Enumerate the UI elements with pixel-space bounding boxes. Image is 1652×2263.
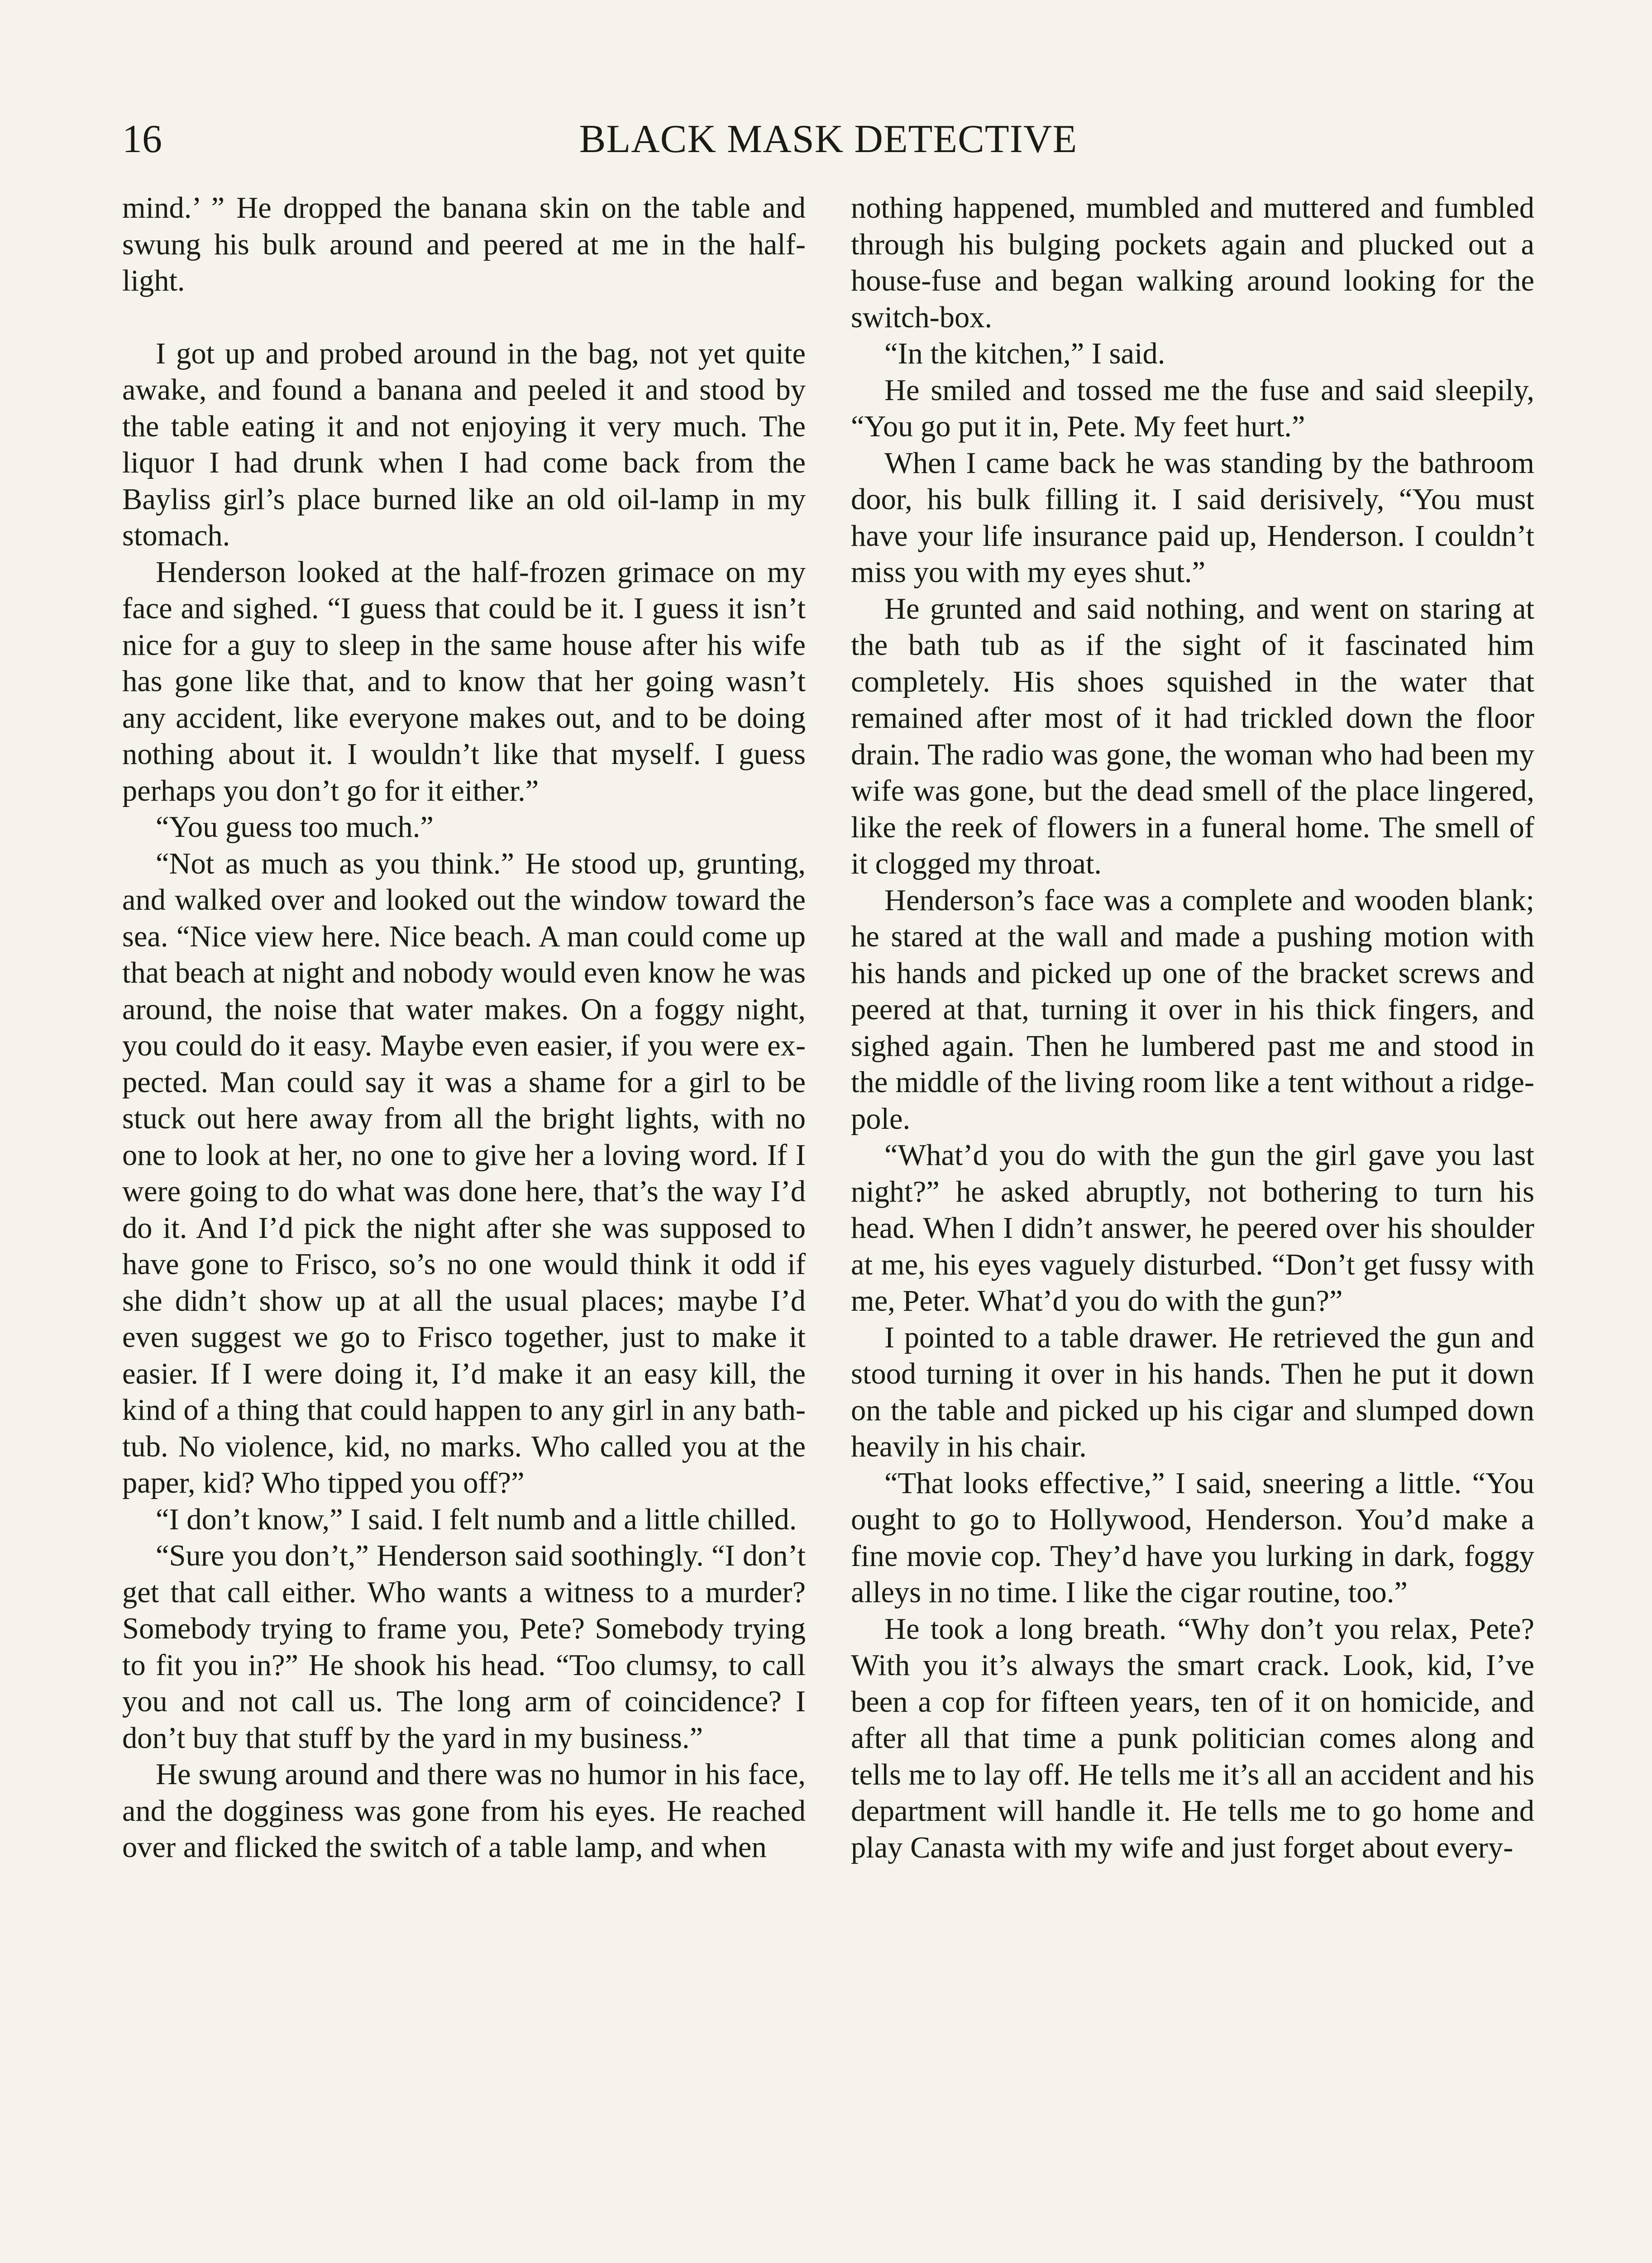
paragraph: He smiled and tossed me the fuse and said sleepily, “You go put it in, Pete. My feet hurt.”	[851, 373, 1534, 443]
paragraph: “What’d you do with the gun the girl gave you last night?” he asked abruptly, not bothering to turn his head. When I didn’t answer, he peered over his shoulder at me, his eyes vaguely disturbed. “Don’t get fussy with me, Peter. What’d you do with the gun?”	[851, 1139, 1534, 1318]
paragraph: He swung around and there was no humor in his face, and the dogginess was gone from his eyes. He reached over and flicked the switch of a table lamp, and when	[122, 1758, 806, 1864]
paragraph: nothing happened, mumbled and muttered and fumbled through his bulging pockets again and plucked out a house-fuse and began walking around looking for the switch-box.	[851, 191, 1534, 334]
page-header	[122, 108, 1534, 171]
paragraph: Henderson looked at the half-frozen grimace on my face and sighed. “I guess that could be it. I guess it isn’t nice for a guy to sleep in the same house after his wife has gone like that, and to know that her going wasn’t any accident, like everyone makes out, and to be doing nothing about it. I wouldn’t like that myself. I guess perhaps you don’t go for it either.”	[122, 555, 806, 807]
paragraph: “In the kitchen,” I said.	[884, 337, 1165, 370]
running-title: BLACK MASK DETECTIVE	[579, 117, 1078, 161]
right-column	[851, 190, 1534, 1866]
paragraph: “Not as much as you think.” He stood up, grunting, and walked over and looked out the window toward the sea. “Nice view here. Nice beach. A man could come up that beach at night and nobody would even know he was around, the noise that water makes. On a foggy night, you could do it easy. Maybe even easier, if you were expected. Man could say it was a shame for a girl to be stuck out here away from all the bright lights, with no one to look at her, no one to give her a loving word. If I were going to do what was done here, that’s the way I’d do it. And I’d pick the night after she was supposed to have gone to Frisco, so’s no one would think it odd if she didn’t show up at all the usual places; maybe I’d even suggest we go to Frisco together, just to make it easier. If I were doing it, I’d make it an easy kill, the kind of a thing that could happen to any girl in any bathtub. No violence, kid, no marks. Who called you at the paper, kid? Who tipped you off?”	[122, 847, 806, 1499]
paragraph: “Sure you don’t,” Henderson said soothingly. “I don’t get that call either. Who wants a witness to a murder? Somebody trying to frame you, Pete? Somebody trying to fit you in?” He shook his head. “Too clumsy, to call you and not call us. The long arm of coincidence? I don’t buy that stuff by the yard in my business.”	[122, 1539, 806, 1755]
paragraph: I got up and probed around in the bag, not yet quite awake, and found a banana and peeled it and stood by the table eating it and not enjoying it very much. The liquor I had drunk when I had come back from the Bayliss girl’s place burned like an old oil-lamp in my stomach.	[122, 337, 806, 552]
paragraph: When I came back he was standing by the bathroom door, his bulk filling it. I said derisively, “You must have your life insurance paid up, Henderson. I couldn’t miss you with my eyes shut.”	[851, 446, 1534, 589]
page-number: 16	[122, 117, 162, 161]
paragraph: He grunted and said nothing, and went on staring at the bath tub as if the sight of it fascinated him completely. His shoes squished in the water that remained after most of it had trickled down the floor drain. The radio was gone, the woman who had been my wife was gone, but the dead smell of the place lingered, like the reek of flowers in a funeral home. The smell of it clogged my throat.	[851, 592, 1534, 880]
paragraph: He took a long breath. “Why don’t you relax, Pete? With you it’s always the smart crack. Look, kid, I’ve been a cop for fifteen years, ten of it on homicide, and after all that time a punk politician comes along and tells me to lay off. He tells me it’s all an accident and his department will handle it. He tells me to go home and play Canasta with my wife and just forget about every-	[851, 1612, 1534, 1864]
paragraph: mind.’ ” He dropped the banana skin on the table and swung his bulk around and peered at me in the half-light.	[122, 191, 806, 297]
left-column	[122, 190, 806, 1866]
paragraph: “I don’t know,” I said. I felt numb and a little chilled.	[156, 1503, 797, 1536]
paragraph: I pointed to a table drawer. He retrieved the gun and stood turning it over in his hands. Then he put it down on the table and picked up his cigar and slumped down heavily in his chair.	[851, 1321, 1534, 1463]
paragraph: “That looks effective,” I said, sneering a little. “You ought to go to Hollywood, Henderson. You’d make a fine movie cop. They’d have you lurking in dark, foggy alleys in no time. I like the cigar routine, too.”	[851, 1466, 1534, 1609]
paragraph: Henderson’s face was a complete and wooden blank; he stared at the wall and made a pushing motion with his hands and picked up one of the bracket screws and peered at that, turning it over in his thick fingers, and sighed again. Then he lumbered past me and stood in the middle of the living room like a tent without a ridge-pole.	[851, 883, 1534, 1136]
paragraph: “You guess too much.”	[156, 811, 434, 844]
